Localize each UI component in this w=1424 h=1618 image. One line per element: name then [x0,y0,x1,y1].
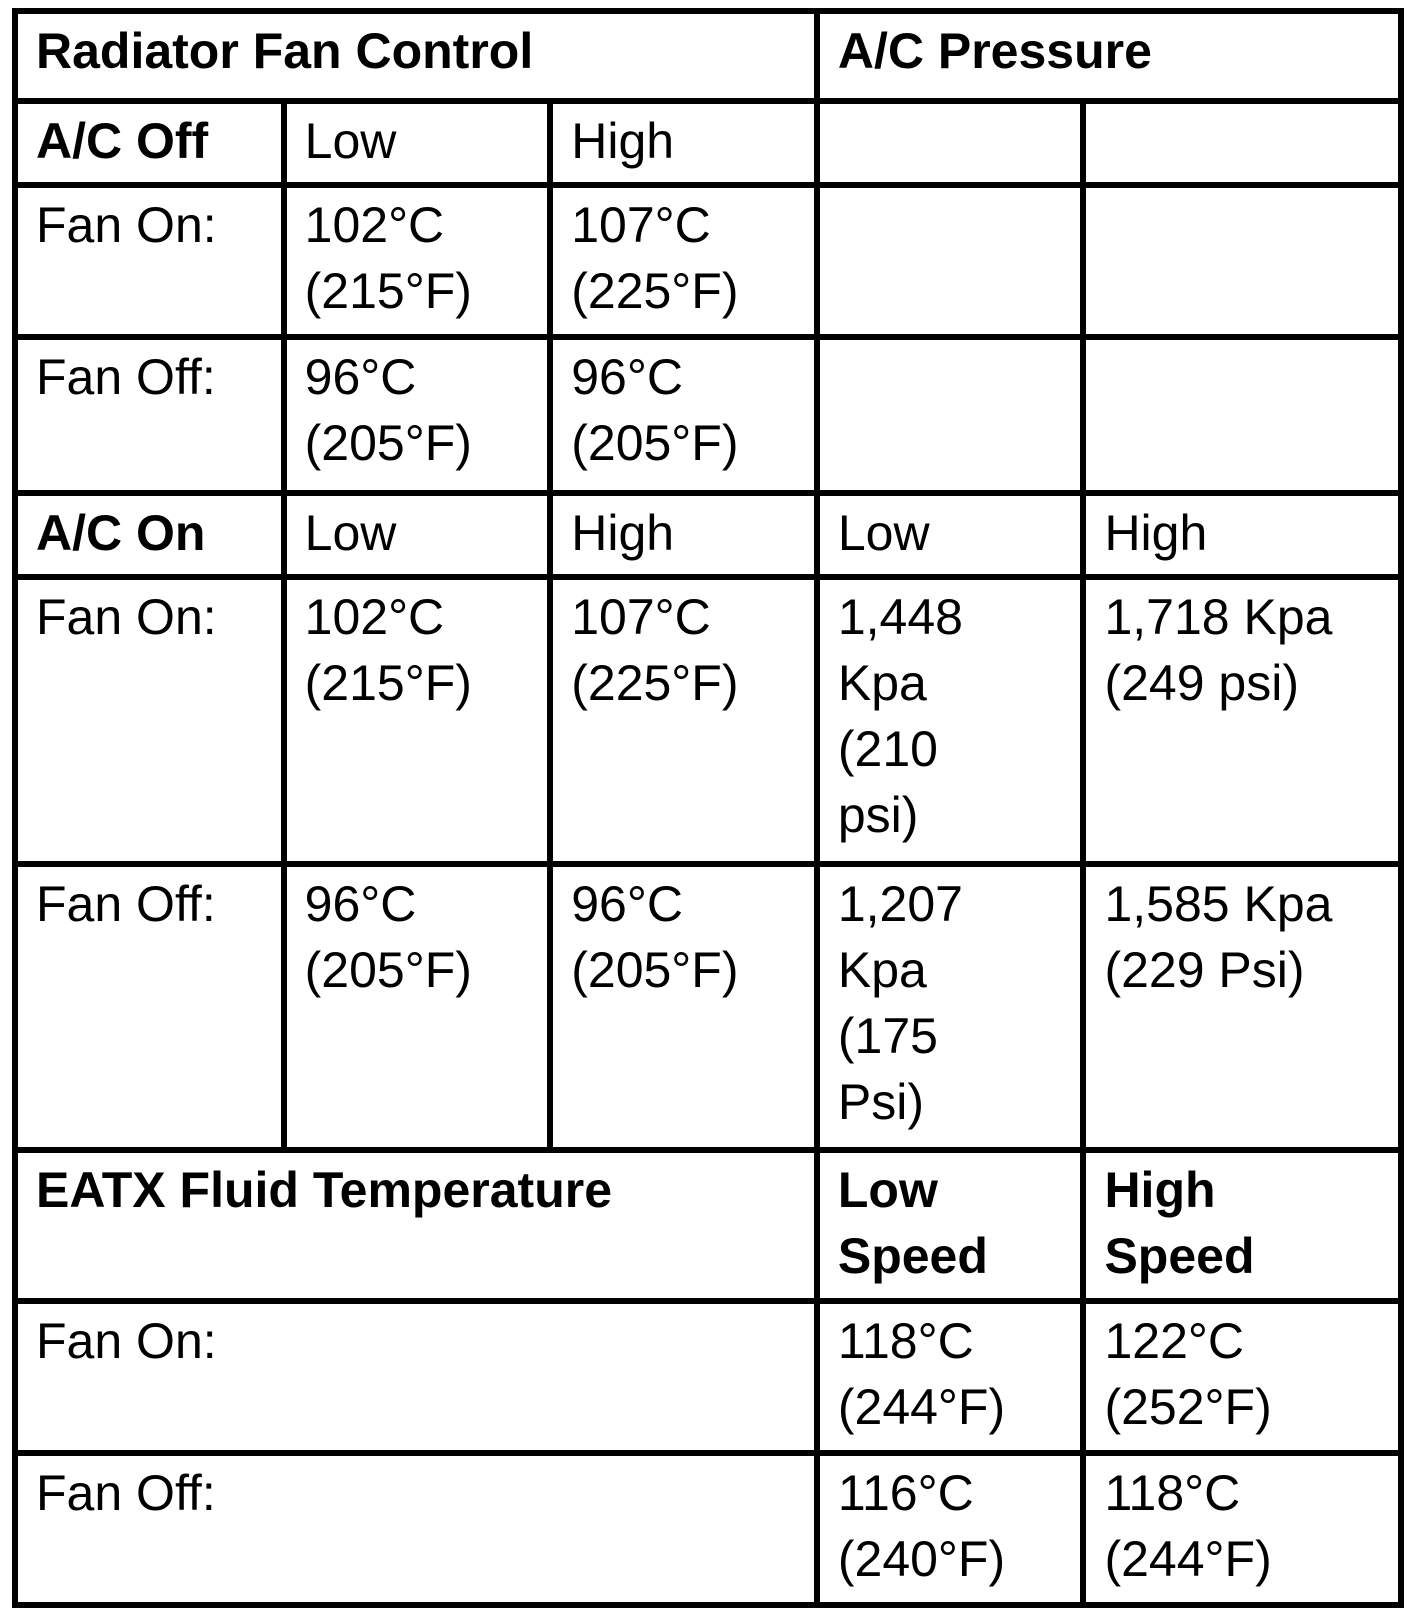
cell-text-line: Fan On: [36,589,217,646]
table-cell-ac-on-header-4 [1083,493,1401,577]
cell-text-line: High [571,505,675,562]
table-cell-ac-off-header-3 [817,101,1084,185]
cell-text-line: A/C Off [36,113,209,170]
fan-control-table [12,8,1404,1608]
table-cell-radiator-header-0 [15,11,817,101]
cell-text-line: 1,448 [837,589,963,646]
table-cell-ac-off-fan-on-3 [817,185,1084,337]
cell-text-line: High [1104,1161,1216,1218]
table-cell-ac-on-fan-off-3 [817,864,1084,1149]
cell-text-line: 118°C [1104,1465,1241,1522]
cell-text-line: 118°C [837,1313,974,1370]
cell-text-line: (205°F) [304,942,472,999]
table-cell-ac-on-fan-on-3 [817,577,1084,864]
table-cell-ac-on-header-2 [550,493,817,577]
table-row-eatx-fan-on [15,1301,1401,1453]
table-cell-ac-on-fan-off-1 [284,864,551,1149]
table-cell-ac-off-header-2 [550,101,817,185]
table-row-ac-off-fan-off [15,337,1401,493]
cell-text-line: Low [304,505,397,562]
cell-text-line: Fan On: [36,197,217,254]
cell-text-line: (205°F) [571,415,739,472]
table-row-ac-on-fan-off [15,864,1401,1149]
table-cell-ac-on-header-0 [15,493,284,577]
table-cell-eatx-fan-off-2 [1083,1453,1401,1605]
cell-text-line: (225°F) [571,655,739,712]
cell-text-line: 1,207 [837,876,963,933]
cell-text-line: EATX Fluid Temperature [36,1161,613,1218]
cell-text-line: Kpa [837,655,927,712]
table-row-eatx-header [15,1150,1401,1302]
cell-text-line: (244°F) [1104,1531,1272,1588]
table-row-ac-off-header [15,101,1401,185]
cell-text-line: Low [837,1161,938,1218]
cell-text-line: (225°F) [571,263,739,320]
table-cell-ac-off-fan-on-1 [284,185,551,337]
table-row-ac-on-fan-on [15,577,1401,864]
table-row-eatx-fan-off [15,1453,1401,1605]
cell-text-line: (240°F) [837,1531,1006,1588]
table-cell-ac-on-fan-off-0 [15,864,284,1149]
cell-text-line: 96°C [571,876,683,933]
cell-text-line: Kpa [837,942,927,999]
table-cell-ac-off-fan-on-4 [1083,185,1401,337]
table-cell-eatx-header-1 [817,1150,1084,1302]
cell-text-line: (215°F) [304,263,472,320]
cell-text-line: A/C Pressure [837,23,1152,79]
table-cell-ac-on-fan-on-1 [284,577,551,864]
cell-text-line: 102°C [304,197,445,254]
cell-text-line: (244°F) [837,1379,1006,1436]
cell-text-line: (175 [837,1008,938,1065]
cell-text-line: (229 Psi) [1104,942,1305,999]
table-row-ac-on-header [15,493,1401,577]
table-cell-eatx-fan-on-1 [817,1301,1084,1453]
table-cell-ac-off-fan-on-0 [15,185,284,337]
table-cell-ac-on-fan-on-2 [550,577,817,864]
table-cell-ac-on-header-3 [817,493,1084,577]
table-cell-ac-off-header-0 [15,101,284,185]
cell-text-line: High [571,113,675,170]
table-cell-ac-off-fan-on-2 [550,185,817,337]
cell-text-line: Fan Off: [36,349,216,406]
cell-text-line: Speed [837,1227,988,1284]
cell-text-line: 122°C [1104,1313,1244,1370]
cell-text-line: (252°F) [1104,1379,1272,1436]
table-cell-eatx-fan-off-0 [15,1453,817,1605]
cell-text-line: 96°C [304,349,417,406]
table-cell-ac-on-fan-off-2 [550,864,817,1149]
table-cell-ac-off-header-4 [1083,101,1401,185]
cell-text-line: 96°C [304,876,417,933]
cell-text-line: 107°C [571,589,711,646]
cell-text-line: Psi) [837,1074,924,1131]
table-cell-ac-on-header-1 [284,493,551,577]
cell-text-line: Fan On: [36,1313,217,1370]
cell-text-line: (249 psi) [1104,655,1299,712]
table-cell-ac-off-fan-off-0 [15,337,284,493]
cell-text-line: 102°C [304,589,445,646]
cell-text-line: Fan Off: [36,1465,216,1522]
cell-text-line: 1,585 Kpa [1104,876,1333,933]
cell-text-line: 107°C [571,197,711,254]
table-cell-ac-off-fan-off-3 [817,337,1084,493]
cell-text-line: (205°F) [571,942,739,999]
table-cell-ac-off-header-1 [284,101,551,185]
table-cell-radiator-header-1 [817,11,1401,101]
cell-text-line: Low [837,505,930,562]
cell-text-line: Low [304,113,397,170]
table-cell-ac-on-fan-off-4 [1083,864,1401,1149]
table-cell-eatx-header-0 [15,1150,817,1302]
cell-text-line: 1,718 Kpa [1104,589,1333,646]
fan-control-table-body [15,11,1401,1605]
table-cell-eatx-header-2 [1083,1150,1401,1302]
table-cell-ac-off-fan-off-4 [1083,337,1401,493]
table-row-ac-off-fan-on [15,185,1401,337]
table-cell-ac-off-fan-off-1 [284,337,551,493]
cell-text-line: Speed [1104,1227,1255,1284]
table-cell-eatx-fan-on-2 [1083,1301,1401,1453]
cell-text-line: (215°F) [304,655,472,712]
table-cell-ac-off-fan-off-2 [550,337,817,493]
cell-text-line: (205°F) [304,415,472,472]
table-cell-eatx-fan-on-0 [15,1301,817,1453]
table-cell-eatx-fan-off-1 [817,1453,1084,1605]
cell-text-line: Fan Off: [36,876,216,933]
cell-text-line: 116°C [837,1465,974,1522]
cell-text-line: 96°C [571,349,683,406]
cell-text-line: High [1104,505,1208,562]
table-cell-ac-on-fan-on-0 [15,577,284,864]
cell-text-line: A/C On [36,505,206,562]
table-cell-ac-on-fan-on-4 [1083,577,1401,864]
cell-text-line: (210 [837,721,938,778]
cell-text-line: Radiator Fan Control [36,23,534,79]
table-row-radiator-header [15,11,1401,101]
cell-text-line: psi) [837,787,919,844]
